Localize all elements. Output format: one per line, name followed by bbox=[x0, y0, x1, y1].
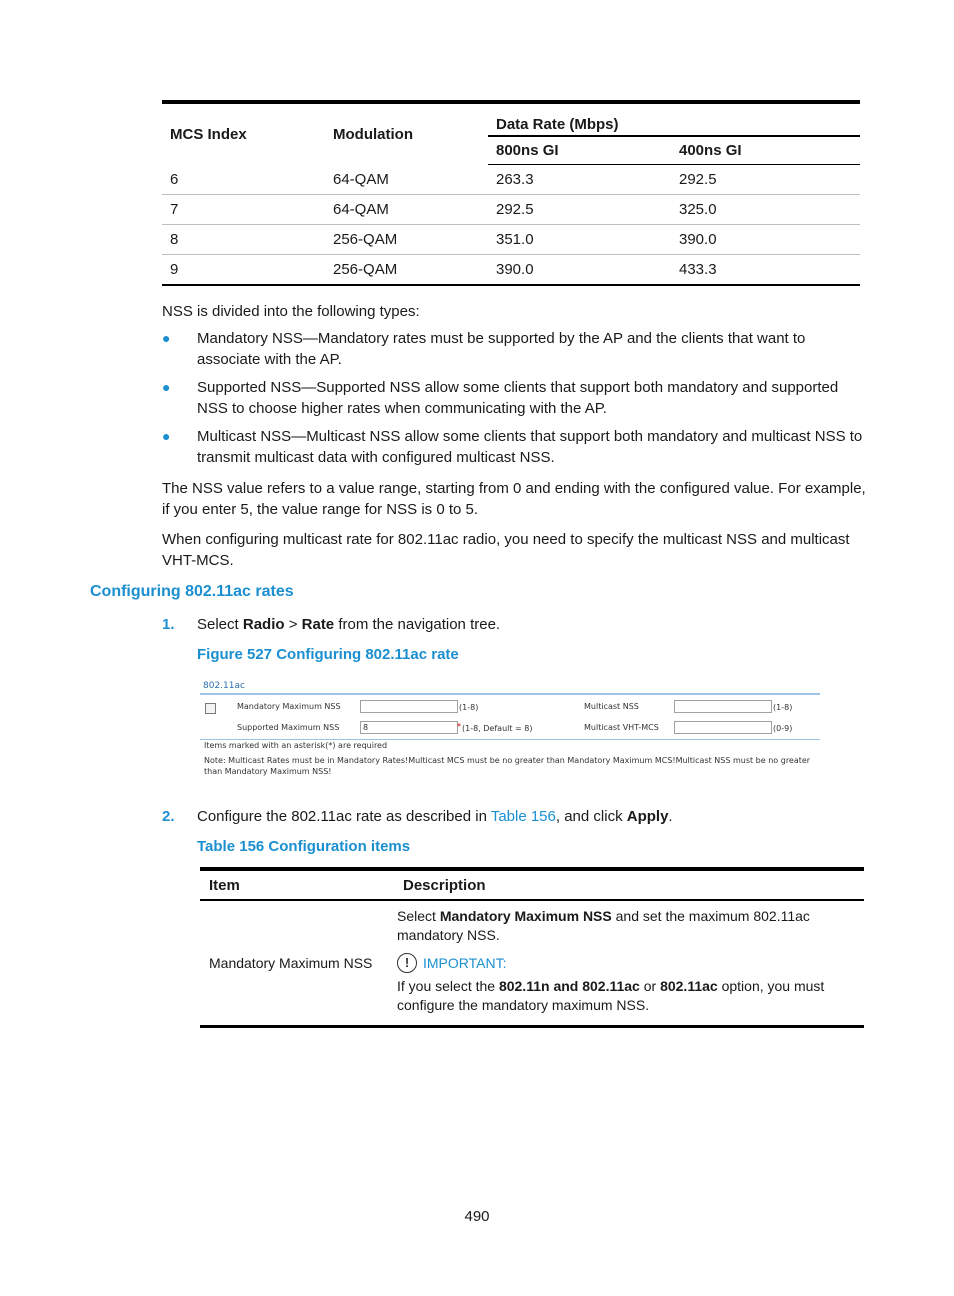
table-156-link[interactable]: Table 156 bbox=[490, 808, 556, 825]
mandatory-nss-range: (1-8) bbox=[459, 703, 479, 712]
table-row bbox=[162, 225, 860, 255]
required-asterisk: * bbox=[457, 722, 461, 731]
tab-80211ac[interactable]: 802.11ac bbox=[203, 681, 245, 691]
header-data-rate: Data Rate (Mbps) bbox=[488, 102, 860, 136]
cell-rate-800: 390.0 bbox=[488, 255, 671, 286]
nss-intro: NSS is divided into the following types: bbox=[162, 303, 420, 320]
cell-modulation: 64-QAM bbox=[325, 195, 488, 225]
multicast-nss-label: Multicast NSS bbox=[584, 702, 639, 711]
bullet-icon: ● bbox=[162, 379, 171, 395]
enable-checkbox[interactable] bbox=[205, 703, 216, 714]
rate-note: Note: Multicast Rates must be in Mandatory Rates!Multicast MCS must be no greater than Mandatory Maximum MCS!Multicast NSS must be no greater than Mandatory Maximum NSS! bbox=[204, 756, 811, 776]
header-modulation: Modulation bbox=[325, 102, 488, 165]
bullet-icon: ● bbox=[162, 428, 171, 444]
header-item: Item bbox=[200, 869, 394, 900]
cell-mcs: 8 bbox=[162, 225, 325, 255]
multicast-mcs-range: (0-9) bbox=[773, 724, 793, 733]
supported-nss-label: Supported Maximum NSS bbox=[237, 723, 340, 732]
multicast-nss-range: (1-8) bbox=[773, 703, 793, 712]
important-callout bbox=[397, 953, 844, 973]
table-row bbox=[162, 195, 860, 225]
cell-rate-800: 263.3 bbox=[488, 165, 671, 195]
tab-underline bbox=[200, 693, 820, 695]
cell-mcs: 6 bbox=[162, 165, 325, 195]
bullet-text: Mandatory NSS—Mandatory rates must be supported by the AP and the clients that want to associate with the AP. bbox=[197, 330, 806, 368]
step-number: 2. bbox=[162, 808, 175, 825]
required-note: Items marked with an asterisk(*) are required bbox=[204, 741, 388, 750]
exclamation-icon: ! bbox=[397, 953, 417, 973]
cell-mcs: 9 bbox=[162, 255, 325, 286]
mcs-rate-table bbox=[162, 100, 860, 286]
supported-nss-range: (1-8, Default = 8) bbox=[462, 724, 533, 733]
table-row bbox=[162, 255, 860, 286]
important-text: If you select the 802.11n and 802.11ac or 802.11ac option, you must configure the mandatory maximum NSS. bbox=[397, 978, 825, 1013]
item-cell: Mandatory Maximum NSS bbox=[200, 900, 394, 1027]
nss-value-paragraph: The NSS value refers to a value range, starting from 0 and ending with the configured value. For example, if you enter 5, the value range for NSS is 0 to 5. bbox=[162, 480, 866, 518]
cell-modulation: 256-QAM bbox=[325, 225, 488, 255]
multicast-nss-input[interactable] bbox=[674, 700, 772, 713]
table-caption: Table 156 Configuration items bbox=[197, 838, 411, 855]
nss-types-list bbox=[162, 328, 870, 475]
rate-config-figure bbox=[200, 678, 820, 782]
multicast-paragraph: When configuring multicast rate for 802.11ac radio, you need to specify the multicast NSS and multicast VHT-MCS. bbox=[162, 531, 850, 569]
section-heading: Configuring 802.11ac rates bbox=[90, 583, 294, 600]
header-description: Description bbox=[394, 869, 864, 900]
step-text: Select Radio > Rate from the navigation tree. bbox=[197, 616, 501, 633]
bullet-text: Supported NSS—Supported NSS allow some clients that support both mandatory and supported NSS to choose higher rates when communicating with the AP. bbox=[197, 379, 839, 417]
cell-rate-400: 390.0 bbox=[671, 225, 860, 255]
list-item bbox=[162, 328, 870, 370]
form-divider bbox=[200, 739, 820, 740]
bullet-text: Multicast NSS—Multicast NSS allow some clients that support both mandatory and multicast NSS to transmit multicast data with configured multicast NSS. bbox=[197, 428, 863, 466]
table-row bbox=[200, 900, 864, 1027]
header-400ns-gi: 400ns GI bbox=[671, 136, 860, 165]
config-items-table bbox=[200, 867, 864, 1028]
cell-rate-400: 433.3 bbox=[671, 255, 860, 286]
bullet-icon: ● bbox=[162, 330, 171, 346]
important-label: IMPORTANT: bbox=[423, 954, 507, 971]
mandatory-nss-label: Mandatory Maximum NSS bbox=[237, 702, 341, 711]
mandatory-nss-input[interactable] bbox=[360, 700, 458, 713]
page-number: 490 bbox=[464, 1208, 490, 1225]
cell-rate-800: 351.0 bbox=[488, 225, 671, 255]
header-mcs-index: MCS Index bbox=[162, 102, 325, 165]
description-cell bbox=[394, 900, 864, 1027]
multicast-mcs-label: Multicast VHT-MCS bbox=[584, 723, 659, 732]
cell-rate-800: 292.5 bbox=[488, 195, 671, 225]
list-item bbox=[162, 426, 870, 468]
multicast-mcs-input[interactable] bbox=[674, 721, 772, 734]
cell-modulation: 64-QAM bbox=[325, 165, 488, 195]
cell-modulation: 256-QAM bbox=[325, 255, 488, 286]
header-800ns-gi: 800ns GI bbox=[488, 136, 671, 165]
description-text: Select Mandatory Maximum NSS and set the maximum 802.11ac mandatory NSS. bbox=[397, 908, 810, 943]
cell-rate-400: 292.5 bbox=[671, 165, 860, 195]
figure-caption: Figure 527 Configuring 802.11ac rate bbox=[197, 646, 459, 663]
list-item bbox=[162, 377, 870, 419]
step-text: Configure the 802.11ac rate as described in Table 156, and click Apply. bbox=[197, 808, 673, 825]
table-row bbox=[162, 165, 860, 195]
supported-nss-input[interactable]: 8 bbox=[360, 721, 458, 734]
step-number: 1. bbox=[162, 616, 175, 633]
cell-rate-400: 325.0 bbox=[671, 195, 860, 225]
cell-mcs: 7 bbox=[162, 195, 325, 225]
